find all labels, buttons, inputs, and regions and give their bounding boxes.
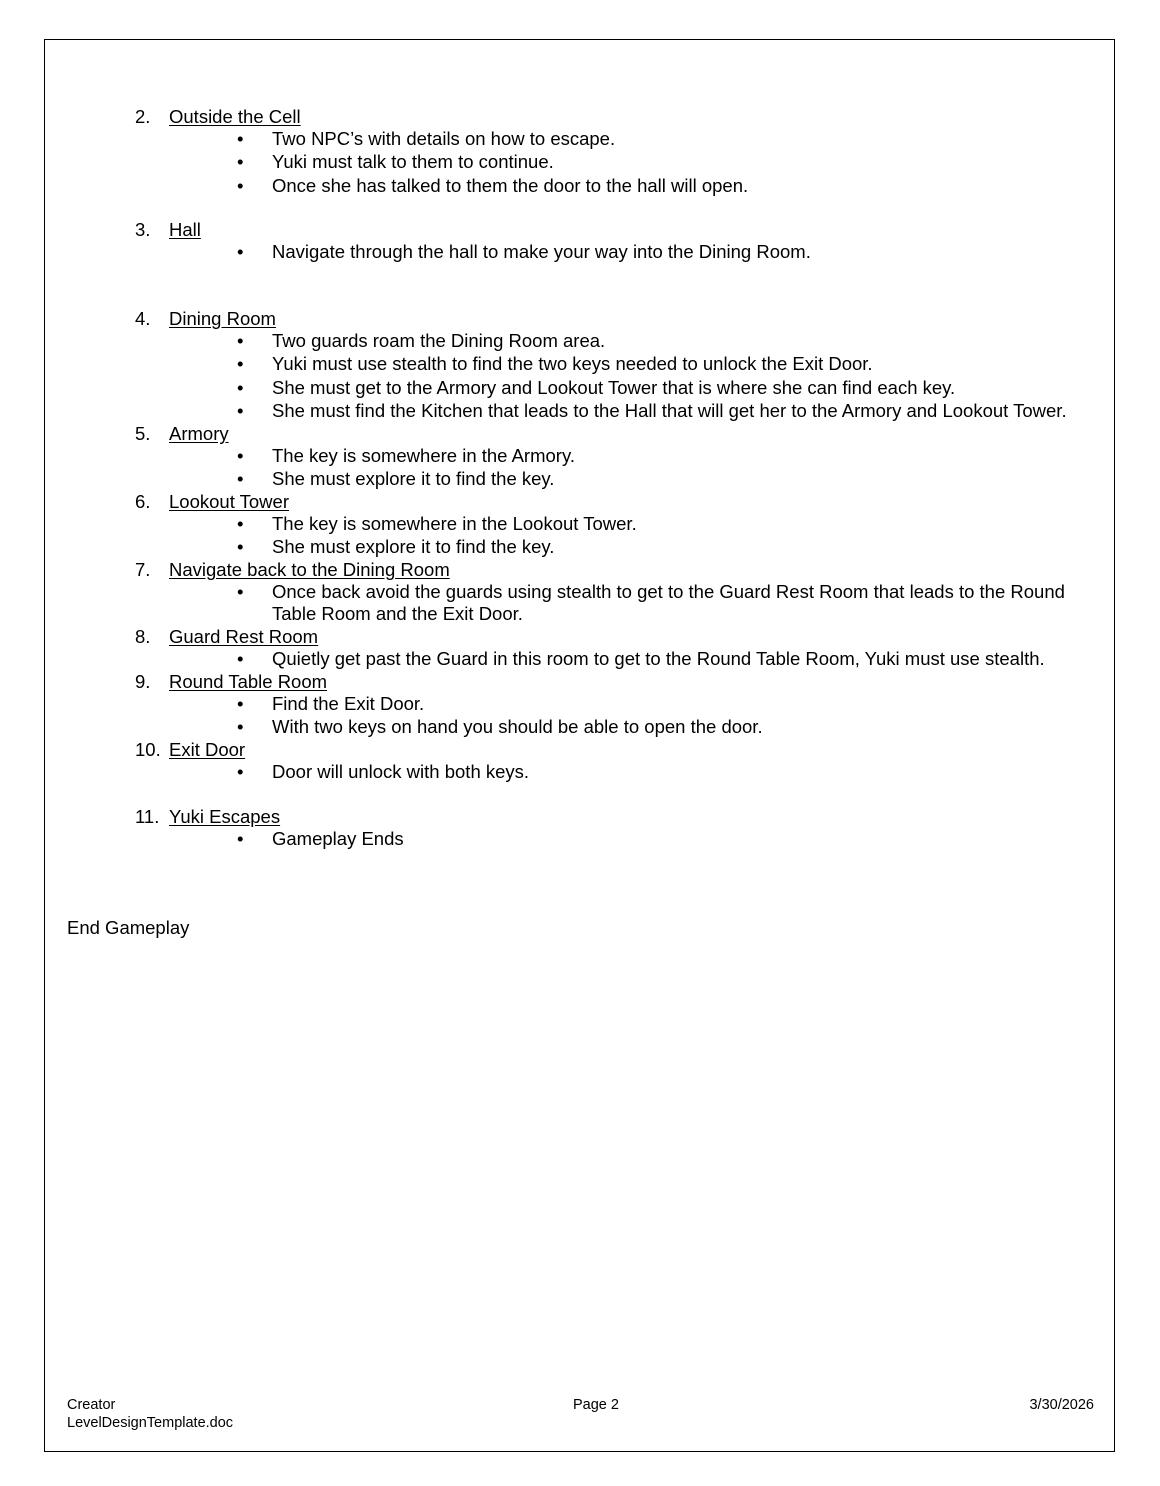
step-item xyxy=(0,422,1160,492)
step-bullet-list xyxy=(0,828,1160,850)
end-gameplay-text: End Gameplay xyxy=(67,917,190,938)
bullet-dot-icon: • xyxy=(237,468,244,490)
step-number: 6. xyxy=(135,491,151,512)
list-item xyxy=(0,128,1160,150)
bullet-text: She must explore it to find the key. xyxy=(272,468,555,490)
step-bullet-list xyxy=(0,330,1160,422)
list-item xyxy=(0,828,1160,850)
step-item xyxy=(0,738,1160,784)
step-heading xyxy=(0,805,1160,828)
bullet-text: Yuki must use stealth to find the two keys needed to unlock the Exit Door. xyxy=(272,353,873,375)
bullet-text: Once back avoid the guards using stealth to get to the Guard Rest Room that leads to the Round Table Room and the Exit Door. xyxy=(272,581,1065,624)
bullet-dot-icon: • xyxy=(237,648,244,669)
list-item xyxy=(0,330,1160,352)
step-heading xyxy=(0,490,1160,513)
bullet-text: Two NPC’s with details on how to escape. xyxy=(272,128,616,149)
step-item xyxy=(0,218,1160,264)
step-heading xyxy=(0,738,1160,761)
bullet-dot-icon: • xyxy=(237,174,244,196)
step-number: 2. xyxy=(135,106,151,127)
step-title: Round Table Room xyxy=(169,671,328,692)
bullet-text: The key is somewhere in the Lookout Tower. xyxy=(272,513,637,534)
bullet-text: She must get to the Armory and Lookout Tower that is where she can find each key. xyxy=(272,376,956,398)
step-heading xyxy=(0,558,1160,581)
bullet-text: She must find the Kitchen that leads to the Hall that will get her to the Armory and Lookout Tower. xyxy=(272,400,1067,422)
bullet-dot-icon: • xyxy=(237,716,244,738)
step-bullet-list xyxy=(0,693,1160,738)
bullet-dot-icon: • xyxy=(237,241,244,262)
list-item xyxy=(0,716,1160,738)
step-heading xyxy=(0,218,1160,241)
step-number: 7. xyxy=(135,559,151,580)
list-item xyxy=(0,536,1160,558)
footer-filename: LevelDesignTemplate.doc xyxy=(67,1414,234,1431)
step-title: Hall xyxy=(169,219,201,240)
step-heading xyxy=(0,422,1160,445)
step-item xyxy=(0,670,1160,740)
bullet-text: Navigate through the hall to make your way into the Dining Room. xyxy=(272,241,811,262)
bullet-dot-icon: • xyxy=(237,581,244,602)
bullet-dot-icon: • xyxy=(237,761,244,782)
step-item xyxy=(0,625,1160,671)
step-heading xyxy=(0,625,1160,648)
list-item xyxy=(0,445,1160,467)
bullet-text: With two keys on hand you should be able to open the door. xyxy=(272,716,763,738)
step-title: Lookout Tower xyxy=(169,491,289,512)
bullet-dot-icon: • xyxy=(237,151,244,173)
footer-left xyxy=(67,1397,233,1432)
bullet-text: Gameplay Ends xyxy=(272,828,404,849)
list-item xyxy=(0,353,1160,375)
step-number: 11. xyxy=(135,806,160,827)
step-bullet-list xyxy=(0,445,1160,490)
list-item xyxy=(0,377,1160,399)
bullet-dot-icon: • xyxy=(237,445,244,466)
list-item xyxy=(0,648,1160,670)
bullet-text: Once she has talked to them the door to the hall will open. xyxy=(272,174,749,196)
step-bullet-list xyxy=(0,761,1160,783)
bullet-text: Yuki must talk to them to continue. xyxy=(272,151,554,173)
step-title: Dining Room xyxy=(169,308,276,329)
bullet-dot-icon: • xyxy=(237,330,244,351)
bullet-text: Door will unlock with both keys. xyxy=(272,761,530,782)
step-bullet-list xyxy=(0,128,1160,197)
footer-author: Creator xyxy=(67,1397,116,1413)
footer-page-number: Page 2 xyxy=(573,1397,619,1413)
step-title: Outside the Cell xyxy=(169,106,301,127)
step-title: Guard Rest Room xyxy=(169,626,319,647)
step-number: 8. xyxy=(135,626,151,647)
step-bullet-list xyxy=(0,648,1160,670)
list-item xyxy=(0,513,1160,535)
step-bullet-list xyxy=(0,581,1160,625)
step-number: 9. xyxy=(135,671,151,692)
step-number: 10. xyxy=(135,739,161,760)
step-title: Yuki Escapes xyxy=(169,806,281,827)
step-title: Exit Door xyxy=(169,739,246,760)
list-item xyxy=(0,241,1160,263)
bullet-dot-icon: • xyxy=(237,400,244,422)
bullet-dot-icon: • xyxy=(237,513,244,534)
list-item xyxy=(0,151,1160,173)
footer-date: 3/30/2026 xyxy=(1029,1397,1094,1413)
bullet-dot-icon: • xyxy=(237,376,244,398)
step-item xyxy=(0,805,1160,851)
step-title: Navigate back to the Dining Room xyxy=(169,559,450,580)
step-title: Armory xyxy=(169,423,229,444)
bullet-text: The key is somewhere in the Armory. xyxy=(272,445,575,466)
bullet-dot-icon: • xyxy=(237,693,244,714)
bullet-text: Two guards roam the Dining Room area. xyxy=(272,330,606,351)
bullet-dot-icon: • xyxy=(237,828,244,849)
step-heading xyxy=(0,307,1160,330)
step-item xyxy=(0,307,1160,424)
step-item xyxy=(0,105,1160,198)
list-item xyxy=(0,400,1160,422)
step-heading xyxy=(0,670,1160,693)
bullet-dot-icon: • xyxy=(237,536,244,558)
list-item xyxy=(0,468,1160,490)
list-item xyxy=(0,761,1160,783)
list-item xyxy=(0,581,1160,625)
step-item xyxy=(0,558,1160,626)
step-number: 4. xyxy=(135,308,151,329)
step-bullet-list xyxy=(0,241,1160,263)
step-bullet-list xyxy=(0,513,1160,558)
step-heading xyxy=(0,105,1160,128)
bullet-text: Quietly get past the Guard in this room to get to the Round Table Room, Yuki must use stealth. xyxy=(272,648,1045,669)
bullet-dot-icon: • xyxy=(237,353,244,375)
step-number: 5. xyxy=(135,423,151,444)
bullet-dot-icon: • xyxy=(237,128,244,149)
list-item xyxy=(0,693,1160,715)
step-number: 3. xyxy=(135,219,151,240)
step-item xyxy=(0,490,1160,560)
bullet-text: Find the Exit Door. xyxy=(272,693,425,714)
bullet-text: She must explore it to find the key. xyxy=(272,536,555,558)
list-item xyxy=(0,175,1160,197)
